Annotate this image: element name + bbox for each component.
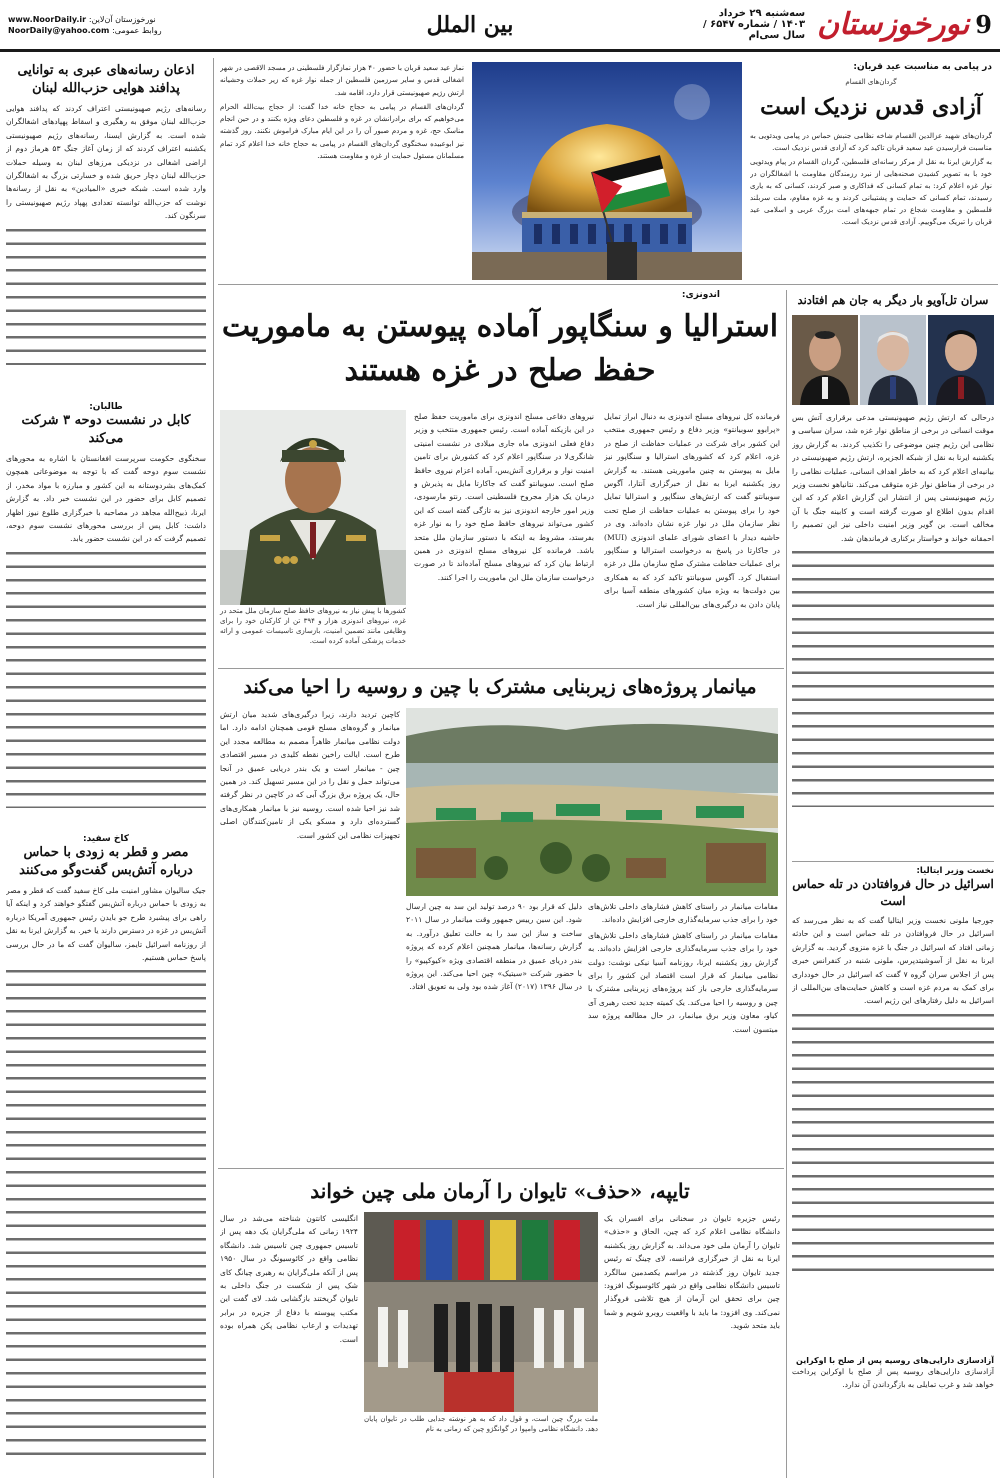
quds-lead: گردان‌های شهید عزالدین القسام شاخه نظامی جنبش حماس در پیامی ویدئویی به مناسبت فرارسیدن عید سعید قربان تاکید کرد که آزادی قدس نزدیک است. [750, 131, 992, 152]
israel-body: جورجیا ملونی نخست وزیر ایتالیا گفت که به نظر می‌رسد که اسرائیل در حال فروافتادن در تله حماس است و این حادثه زمانی افتاد که اسرائیل در جنگ با غزه منزوی گردید. به گزارش ایرنا به نقل از آسوشیتدپرس، ملونی شنبه در کنفرانس خبری پس از اجلاس سران گروه ۷ گفت که اسرائیل در حال خودداری برای کمک به مردم غزه است و کاهش حمایت‌های بین‌المللی از اسرائیل به دلیل رفتارهای این رژیم است. [792, 914, 994, 1354]
quds-article [750, 62, 992, 282]
left-column [6, 62, 206, 1478]
egypt-body: جیک سالیوان مشاور امنیت ملی کاخ سفید گفت که قطر و مصر به زودی با حماس درباره آتش‌بس گفتگو خواهند کرد و اینکه آیا راهی برای پیشبرد طرح جو بایدن رئیس جمهوری آمریکا درباره آتش‌بس در غزه در دسترس دارند یا خیر. به گزارش ایرنا به نقل از روزنامه اسرائیل تایمز، سالیوان گفت که ما در حال بررسی پاسخ حماس هستیم. [6, 884, 206, 1464]
text-lines-placeholder [792, 547, 994, 807]
egypt-kicker: کاخ سفید: [82, 834, 130, 844]
kabul-headline: کابل در نشست دوحه ۳ شرکت می‌کند [21, 413, 191, 446]
myanmar-photo [406, 708, 778, 896]
masthead [0, 0, 1000, 52]
indonesia-col-1: فرمانده کل نیروهای مسلح اندونزی به دنبال ابراز تمایل «پرابوو سوبیانتو» وزیر دفاع و رئیس جمهوری منتخب این کشور برای شرکت در عملیات حفاظت از صلح در غزه، اعلام کرد که کشورهای استرالیا و سنگاپور نیز مایل به پیوستن به چنین ماموریتی هستند. به گزارش روز یکشنبه ایرنا به نقل از خبرگزاری آنتارا، آگوس سوبیانتو گفت که ارتش‌های سنگاپور و استرالیا تمایل خود را برای پیوستن به عملیات حفاظت از صلح تحت نظر سازمان ملل در نوار غزه نشان داده‌اند. وی در حاشیه دیدار با اعضای شورای علمای اندونزی (MUI) در جاکارتا در پاسخ به درخواست استرالیا و سنگاپور برای عملیات حفاظت مشترک صلح سازمان ملل در غزه استقبال کرد. آگوس سوبیانتو تاکید کرد که به همکاری بین دولت‌ها به ویژه میان کشورهای منطقه آسیا برای پایان دادن به درگیری‌های بین‌المللی نیاز است. [604, 412, 780, 609]
column-rule [786, 290, 787, 1478]
telaviv-body: درحالی که ارتش رژیم صهیونیستی مدعی برقراری آتش بس موقت انسانی در برخی از مناطق نوار غزه شد، سران سیاسی و نظامی این رژیم چنین موضوعی را تکذیب کردند. به گزارش روز یکشنبه ایرنا به نقل از شبکه الجزیره، ارتش رژیم صهیونیستی در بیانیه‌ای اعلام کرد که به خاطر اهداف انسانی، عملیات نظامی را در برخی از مناطق نوار غزه متوقف می‌کند. نتانیاهو نخست وزیر رژیم صهیونیستی پس از انتشار این گزارش اعلام کرد که این اقدام بدون اطلاع او صورت گرفته است و کابینه جنگ با آن مخالف است. بن گویر وزیر امنیت داخلی نیز این تصمیم را احمقانه خواند و خواستار برکناری فرماندهان شد. [792, 411, 994, 857]
myanmar-col-3: کاچین تردید دارند، زیرا درگیری‌های شدید میان ارتش میانمار و گروه‌های مسلح قومی همچنان ادامه دارد. اما دولت نظامی میانمار ظاهراً مصمم به مطالعه مجدد این طرح است. ایالت راخین نقطه کلیدی در مسیر اقتصادی چین - میانمار است و یک بندر دریایی عمیق در آنجا می‌تواند حمل و نقل را در این مسیر تسهیل کند. در همین حال، یک پروژه برق بزرگ آبی که در کاچین در نظر گرفته شد نیز احیا شده است. روسیه نیز با میانمار همکاری‌های گسترده‌ای دارد و مسکو یکی از تامین‌کنندگان اصلی تجهیزات نظامی این کشور است. [220, 710, 400, 840]
taiwan-col-2: انگلیسی کانتون شناخته می‌شد در سال ۱۹۲۴ زمانی که ملی‌گرایان یک دهه پس از تاسیس جمهوری چین تاسیس شد. دانشگاه نظامی واقع در کائوسیونگ در سال ۱۹۵۰ پس از آنکه ملی‌گرایان به رهبری چیانگ کای شک پس از شکست در جنگ داخلی به تایوان گریختند بازگشایی شد. لای گفت این مکتب پیوسته با دفاع از جزیره در برابر تهدیدات و ارعاب نظامی پکن همراه بوده است. [220, 1214, 358, 1344]
telaviv-photos [792, 315, 994, 405]
taiwan-headline: تایپه، «حذف» تایوان را آرمان ملی چین خواند [310, 1179, 690, 1203]
myanmar-col-2-text: مقامات میانمار در راستای کاهش فشارهای داخلی تلاش‌های خود را برای جذب سرمایه‌گذاری خارجی افزایش داده‌اند. به گزارش روز یکشنبه ایرنا، روزنامه آسیا نیکی نوشت: دولت نظامی میانمار که قرار است اقتصاد این کشور را برای سرمایه‌گذاری خارجی باز کند پروژه‌های زیربنایی مشترک با چین و روسیه را احیا می‌کند. یک کمیته جدید تحت رهبری آی کیاو، معاون وزیر برق میانمار، در حال مطالعه پروژه سد میتسون است. [588, 930, 778, 1034]
taiwan-col-1: رئیس جزیره تایوان در سخنانی برای افسران یک دانشگاه نظامی اعلام کرد که چین، الحاق و «حذف» تایوان را آرمان ملی خود می‌داند. به گزارش روز یکشنبه ایرنا به نقل از خبرگزاری فرانسه، لای چینگ ته رئیس جدید تایوان روز گذشته در مراسم یکصدمین سالگرد تاسیس دانشگاه نظامی واقع در شهر کائوسیونگ افزود: چین برای تحقق این آرمان از هیچ تلاشی فروگذار نمی‌کند. وی افزود: ما باید با واقعیت روبرو شویم و شما باید متحد شوید. [604, 1214, 780, 1331]
al-aqsa-image [472, 62, 742, 280]
section-rule [218, 668, 784, 669]
indonesia-headline-2: حفظ صلح در غزه هستند [344, 353, 656, 388]
column-rule [213, 58, 214, 1478]
hezbollah-headline: اذعان رسانه‌های عبری به توانایی پدافند هوایی حزب‌الله لبنان [17, 63, 195, 96]
quds-body: به گزارش ایرنا به نقل از مرکز رسانه‌ای فلسطین، گردان القسام در پیام ویدئویی خود با به تصویر کشیدن صحنه‌هایی از نبرد رزمندگان مقاومت با اشغالگران در نوار غزه اعلام کرد: به تمام کسانی که فداکاری و صبر کردند، کسانی که به یاری رسیدند، تمام کسانی که حمایت و پشتیبانی کردند و به غزه مقاوم، ملت سربلند فلسطین و مقاومت شجاع در تمام جبهه‌های امت بزرگ عربی و اسلامی عید قربان را تبریک می‌گوییم. آزادی قدس نزدیک است. [750, 157, 992, 226]
quds-continuation [220, 62, 464, 280]
myanmar-riverside-image [406, 708, 778, 896]
section-rule [792, 861, 994, 862]
quds-photo-right-text: نماز عید سعید قربان با حضور ۴۰ هزار نمازگزار فلسطینی در مسجد الاقصی در شهر اشغالی قدس و سایر سرزمین فلسطین از جمله نوار غزه که زیر حملات وحشیانه ارتش رژیم صهیونیستی قرار دارد، اقامه شد. [220, 64, 464, 97]
section-title: بین الملل [426, 11, 514, 38]
newspaper-logo: نورخوزستان [817, 7, 970, 42]
israel-kicker: نخست وزیر ایتالیا: [916, 866, 994, 876]
text-lines-placeholder [6, 225, 206, 365]
israel-subhead: آزادسازی دارایی‌های روسیه پس از صلح با اوکراین [796, 1356, 994, 1365]
taiwan-photo [364, 1212, 598, 1412]
indonesia-headline-1: استرالیا و سنگاپور آماده پیوستن به ماموریت [221, 309, 779, 344]
brand [692, 7, 992, 42]
hezbollah-body: رسانه‌های رژیم صهیونیستی اعتراف کردند که پدافند هوایی حزب‌الله لبنان موفق به رهگیری و اسقاط پهپادهای اشغالگران شده است. به گزارش ایسنا، رسانه‌های رژیم صهیونیستی یکشنبه اعتراف کردند که از زمان آغاز جنگ ۵۳ هرماز دوم از اراضی اشغالی در نزدیکی مرزهای لبنان به وسیله حملات حزب‌الله لبنان دچار حریق شده و خسارتی بزرگ به اشغالگران وارد شده است. شبکه خبری «المیادین» به نقل از رسانه‌ها نوشت که حزب‌الله توانسته تعدادی پهپاد رژیم صهیونیستی را سرنگون کند. [6, 102, 206, 392]
israel-headline: اسرائیل در حال فروافتادن در تله حماس است [792, 877, 994, 908]
taiwan-photo-caption: ملت بزرگ چین است، و قول داد که به هر نوشته جدایی طلب در تایوان پایان دهد. دانشگاه نظامی وامپوا در گوانگژو چین که زمانی به نام [364, 1415, 598, 1433]
quds-photo-left-text: گردان‌های القسام در پیامی به حجاج خانه خدا گفت: از حجاج بیت‌الله الحرام می‌خواهیم که برای برادرانشان در غزه و فلسطین دعای ویژه بکنند و در حین انجام مناسک حج، غزه و مردم صبور آن را در این ایام مبارک فراموش نکنند. روز گذشته نیز ابوعبیده سخنگوی گردان‌های القسام در پیامی به حجاج خانه خدا اعلام کرد تمام مسلمانان مسئول حمایت از غزه و مقاومت هستند. [220, 102, 464, 161]
section-rule [218, 1168, 784, 1169]
myanmar-col-1: دلیل که قرار بود ۹۰ درصد تولید این سد به چین ارسال شود. این سین رییس جمهور وقت میانمار در سال ۲۰۱۱ ساخت و ساز این سد را به حالت تعلیق درآورد. به گزارش رسانه‌ها، میانمار همچنین اعلام کرده که پروژه بندر دریای عمیق در منطقه اقتصادی ویژه «کیوکپیو» را با حضور شرکت «سیتیک» چین احیا می‌کند. این پروژه در سال ۱۳۹۶ (۲۰۱۷) آغاز شده بود ولی به تعویق افتاد. [406, 902, 582, 992]
indonesia-col-2: نیروهای دفاعی مسلح اندونزی برای ماموریت حفظ صلح در این بازیکنه آماده است. رئیس جمهوری منتخب و وزیر دفاع فعلی اندونزی ماه جاری میلادی در نشست امنیتی شانگری‌لا در سنگاپور اعلام کرد که کشورش برای تامین امنیت نوار و برقراری آتش‌بس، آماده اعزام نیروی حافظ صلح است. سوبیانتو گفت که جاکارتا مایل به پذیرش و درمان یک هزار مجروح فلسطینی است. رنتو مارسودی، وزیر امور خارجه اندونزی نیز به تازگی گفته است که این کشور می‌تواند نیروهای حافظ صلح خود را به نوار غزه بفرستد، مشروط به اینکه با دستور سازمان ملل متحد باشد. فرمانده کل نیروهای مسلح اندونزی در همین ارتباط بیان کرد که نیروهای مسلح آماده‌اند تا در صورت درخواست سازمان ملل این ماموریت را اجرا کنند. [414, 412, 594, 582]
general-portrait-image [220, 410, 406, 605]
quds-headline: آزادی قدس نزدیک است [760, 94, 982, 120]
al-aqsa-photo [472, 62, 742, 280]
right-column [792, 292, 994, 1478]
general-photo [220, 410, 406, 605]
kabul-kicker: طالبان: [89, 402, 123, 412]
egypt-headline: مصر و قطر به زودی با حماس درباره آتش‌بس گفت‌وگو می‌کنند [19, 845, 193, 878]
dateline: سه‌شنبه ۲۹ خرداد ۱۴۰۳ / شماره ۶۵۴۷ / سال سی‌ام [703, 8, 806, 41]
indonesia-kicker: اندونزی: [681, 290, 720, 300]
general-photo-caption: کشورها با پیش نیاز به نیروهای حافظ صلح سازمان ملل متحد در غزه، نیروهای اندونزی هزار و ۳۹۴ تن از کارکنان خود را برای وظایفی مانند تضمین امنیت، بازسازی تاسیسات عمومی و ارائه خدمات پزشکی آماده کرده است. [220, 607, 406, 645]
leader-portrait-2 [860, 315, 926, 405]
kabul-body: سخنگوی حکومت سرپرست افغانستان با اشاره به محورهای نشست سوم دوحه گفت که با توجه به موضوعاتی همچون کمک‌های بشردوستانه به این کشور و مبارزه با مواد مخدر، از تصمیم کابل برای حضور در این نشست خبر داد. به گزارش ایرنا، ذبیح‌الله مجاهد در مصاحبه با خبرگزاری طلوع نیوز اظهار داشت: کابل پس از بررسی محورهای نشست سوم دوحه، تصمیم گرفت که در این نشست حضور یابد. [6, 452, 206, 824]
quds-kicker: در پیامی به مناسبت عید قربان: [853, 62, 992, 72]
website-link[interactable]: www.NoorDaily.ir [8, 14, 87, 24]
indonesia-header [220, 290, 780, 408]
leader-portrait-1 [928, 315, 994, 405]
military-ceremony-image [364, 1212, 598, 1412]
text-lines-placeholder [6, 966, 206, 1464]
text-lines-placeholder [6, 548, 206, 808]
myanmar-col-2 [588, 900, 778, 1162]
myanmar-headline: میانمار پروژه‌های زیربنایی مشترک با چین و روسیه را احیا می‌کند [243, 676, 757, 698]
quds-subkicker: گردان‌های القسام [845, 78, 897, 86]
contact-box: www.NoorDaily.ir :نورخوزستان آن‌لاین NoorDaily@yahoo.com :روابط عمومی [8, 14, 162, 35]
myanmar-photo-caption: مقامات میانمار در راستای کاهش فشارهای داخلی تلاش‌های خود را برای جذب سرمایه‌گذاری خارجی افزایش داده‌اند. [588, 902, 778, 925]
telaviv-headline: سران تل‌آویو بار دیگر به جان هم افتادند [797, 293, 989, 307]
leader-portrait-3 [792, 315, 858, 405]
section-rule [218, 284, 998, 285]
page-number: 9 [975, 10, 992, 39]
text-lines-placeholder [792, 1010, 994, 1280]
israel-subbody: آزادسازی دارایی‌های روسیه پس از صلح با اوکراین پرداخت خواهد شد و غرب تمایلی به بازگرداندن آن ندارد. [792, 1367, 994, 1390]
email-link[interactable]: NoorDaily@yahoo.com [8, 25, 110, 35]
